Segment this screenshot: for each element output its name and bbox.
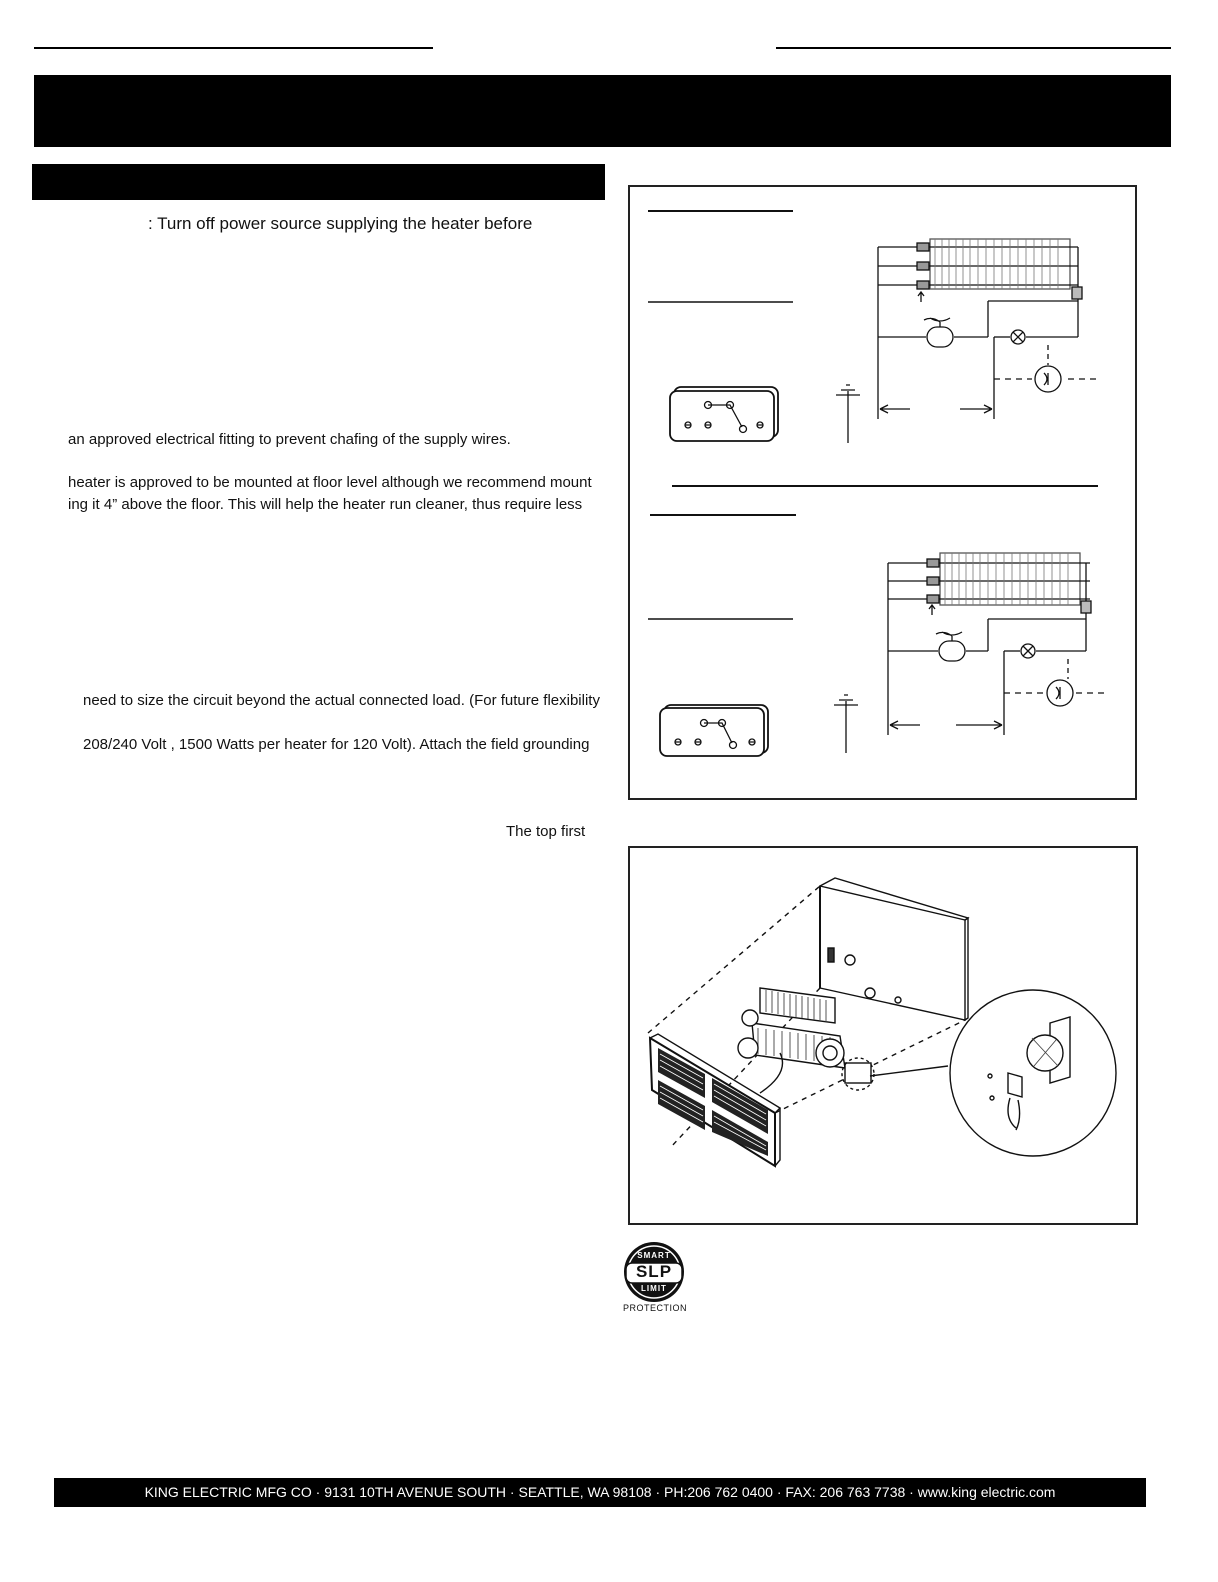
text-line-circuit: need to size the circuit beyond the actual connected load. (For future flexibility [83, 692, 600, 709]
logo-bottom-text: LIMIT [641, 1284, 667, 1293]
heater-assembly [738, 988, 874, 1093]
section-heading-band [32, 164, 605, 200]
warning-line: : Turn off power source supplying the heater before [148, 214, 533, 233]
heating-element-bottom [888, 553, 1090, 615]
heating-element-top [878, 239, 1078, 302]
wiring-diagram-panel [628, 185, 1137, 800]
logo-caption: PROTECTION [622, 1303, 687, 1313]
wiring-diagrams [630, 187, 1135, 798]
title-band [34, 75, 1171, 147]
header-rule-right [776, 47, 1171, 49]
header-rule-left [34, 47, 433, 49]
footer-address-bar: KING ELECTRIC MFG CO · 9131 10TH AVENUE SOUTH · SEATTLE, WA 98108 · PH:206 762 0400 · FAX: 206 763 7738 · www.king electric.com [54, 1478, 1146, 1507]
text-line-floor-2: ing it 4” above the floor. This will help the heater run cleaner, thus require less [68, 496, 583, 513]
logo-top-text: SMART [637, 1251, 671, 1260]
text-line-floor-1: heater is approved to be mounted at floor level although we recommend mount [68, 474, 592, 491]
text-line-top: The top first [506, 823, 586, 840]
smart-limit-protection-logo [616, 1240, 696, 1316]
text-line-fitting: an approved electrical fitting to prevent chafing of the supply wires. [68, 431, 511, 448]
logo-middle-text: SLP [635, 1262, 673, 1281]
heater-exploded-illustration [630, 848, 1136, 1223]
text-line-watts: 208/240 Volt , 1500 Watts per heater for 120 Volt). Attach the field grounding [83, 736, 590, 753]
exploded-view-panel [628, 846, 1138, 1225]
